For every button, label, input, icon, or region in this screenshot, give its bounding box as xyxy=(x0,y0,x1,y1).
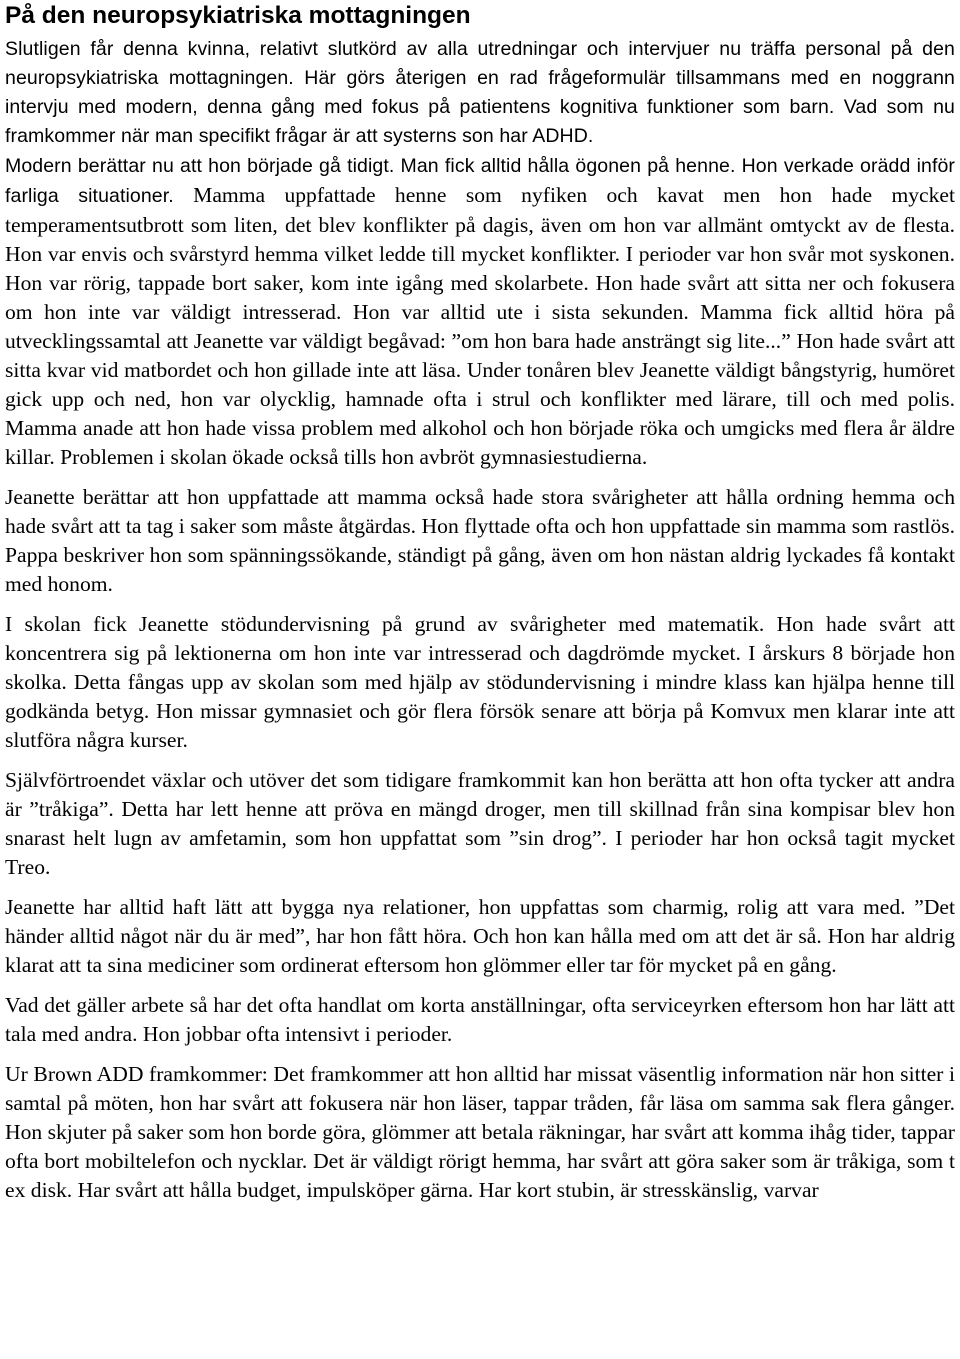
paragraph-self-esteem: Självförtroendet växlar och utöver det som tidigare framkommit kan hon berätta att hon ofta tycker att andra är ”tråkiga”. Detta har lett henne att pröva en mängd droger, men till skillnad från sina kompisar blev hon snarast helt lugn av amfetamin, som hon uppfattat som ”sin drog”. I perioder har hon också tagit mycket Treo. xyxy=(5,768,955,879)
paragraph-brown-add: Ur Brown ADD framkommer: Det framkommer att hon alltid har missat väsentlig information när hon sitter i samtal på möten, hon har svårt att fokusera när hon läser, tappar tråden, får läsa om samma sak flera gånger. Hon skjuter på saker som hon borde göra, glömmer att betala räkningar, har svårt att komma ihåg tider, tappar ofta bort mobiltelefon och nycklar. Det är väldigt rörigt hemma, har svårt att göra saker som är tråkiga, som t ex disk. Har svårt att hålla budget, impulsköper gärna. Har kort stubin, är stresskänslig, varvar xyxy=(5,1062,955,1202)
paragraph-family: Jeanette berättar att hon uppfattade att mamma också hade stora svårigheter att hålla ordning hemma och hade svårt att ta tag i saker som måste åtgärdas. Hon flyttade ofta och hon uppfattade sin mamma som rastlös. Pappa beskriver hon som spänningssökande, ständigt på gång, även om hon nästan aldrig lyckades få kontakt med honom. xyxy=(5,485,955,596)
paragraph-intro: Slutligen får denna kvinna, relativt slutkörd av alla utredningar och intervjuer nu träffa personal på den neuropsykiatriska mottagningen. Här görs återigen en rad frågeformulär tillsammans med en noggrann intervju med modern, denna gång med fokus på patientens kognitiva funktioner som barn. Vad som nu framkommer när man specifikt frågar är att systerns son har ADHD. xyxy=(5,38,955,147)
section-heading: På den neuropsykiatriska mottagningen xyxy=(5,2,471,29)
paragraph-mother-body: Mamma uppfattade henne som nyfiken och kavat men hon hade mycket temperamentsutbrott som liten, det blev konflikter på dagis, även om hon var allmänt omtyckt av de flesta. Hon var envis och svårstyrd hemma vilket ledde till mycket konflikter. I perioder var hon svår mot syskonen. Hon var rörig, tappade bort saker, kom inte igång med skolarbete. Hon hade svårt att sitta ner och fokusera om hon inte var väldigt intresserad. Hon var alltid ute i sista sekunden. Mamma fick alltid höra på utvecklingssamtal att Jeanette var väldigt begåvad: ”om hon bara hade ansträngt sig lite...” Hon hade svårt att sitta kvar vid matbordet och hon gillade inte att läsa. Under tonåren blev Jeanette väldigt bångstyrig, humöret gick upp och ned, hon var olycklig, hamnade ofta i strul och konflikter med lärare, till och med polis. Mamma anade att hon hade vissa problem med alkohol och hon började röka och umgicks med flera år äldre killar. Problemen i skolan ökade också tills hon avbröt gymnasiestudierna. xyxy=(5,183,956,469)
document-page xyxy=(5,0,955,1205)
paragraph-mother-lead: Modern berättar nu att hon började gå tidigt. Man fick alltid hålla ögonen på henne. Hon verkade orädd inför farliga situationer. xyxy=(5,155,955,207)
paragraph-relations: Jeanette har alltid haft lätt att bygga nya relationer, hon uppfattas som charmig, rolig att vara med. ”Det händer alltid något när du är med”, har hon fått höra. Och hon kan hålla med om att det är så. Hon har aldrig klarat att ta sina mediciner som ordinerat eftersom hon glömmer eller tar för mycket på en gång. xyxy=(5,895,955,977)
paragraph-school: I skolan fick Jeanette stödundervisning på grund av svårigheter med matematik. Hon hade svårt att koncentrera sig på lektionerna om hon inte var intresserad och dagdrömde mycket. I årskurs 8 började hon skolka. Detta fångas upp av skolan som med hjälp av stödundervisning i mindre klass kan hjälpa henne till godkända betyg. Hon missar gymnasiet och gör flera försök senare att börja på Komvux men klarar inte att slutföra några kurser. xyxy=(5,612,955,752)
paragraph-work: Vad det gäller arbete så har det ofta handlat om korta anställningar, ofta serviceyrken eftersom hon har lätt att tala med andra. Hon jobbar ofta intensivt i perioder. xyxy=(5,993,955,1046)
paragraph-mother-account xyxy=(5,151,955,472)
